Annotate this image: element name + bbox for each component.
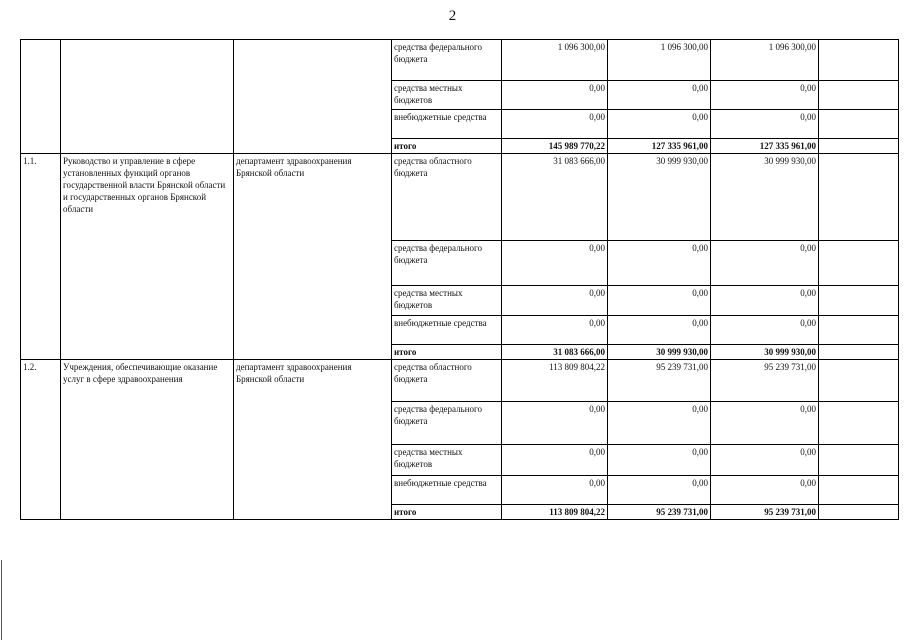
value-cell: 1 096 300,00 xyxy=(502,40,608,81)
value-cell: 0,00 xyxy=(502,476,608,505)
number-cell: 1.2. xyxy=(21,360,61,520)
table-row xyxy=(21,40,899,81)
number-cell: 1.1. xyxy=(21,154,61,360)
extra-cell xyxy=(819,402,899,445)
value-cell: 0,00 xyxy=(711,402,819,445)
value-cell: 0,00 xyxy=(711,316,819,345)
source-cell: средства областного бюджета xyxy=(392,360,502,402)
value-cell: 0,00 xyxy=(711,445,819,476)
source-cell: итого xyxy=(392,505,502,520)
value-cell: 0,00 xyxy=(502,81,608,110)
value-cell: 0,00 xyxy=(711,286,819,316)
extra-cell xyxy=(819,139,899,154)
value-cell: 0,00 xyxy=(502,316,608,345)
value-cell: 30 999 930,00 xyxy=(711,154,819,241)
extra-cell xyxy=(819,316,899,345)
value-cell: 113 809 804,22 xyxy=(502,505,608,520)
extra-cell xyxy=(819,360,899,402)
value-cell: 0,00 xyxy=(608,402,711,445)
extra-cell xyxy=(819,81,899,110)
table-row xyxy=(21,154,899,241)
value-cell: 113 809 804,22 xyxy=(502,360,608,402)
value-cell: 0,00 xyxy=(502,110,608,139)
extra-cell xyxy=(819,286,899,316)
name-cell xyxy=(61,40,234,154)
value-cell: 95 239 731,00 xyxy=(711,360,819,402)
extra-cell xyxy=(819,445,899,476)
value-cell: 0,00 xyxy=(711,110,819,139)
extra-cell xyxy=(819,110,899,139)
value-cell: 0,00 xyxy=(502,445,608,476)
value-cell: 0,00 xyxy=(711,81,819,110)
name-cell: Учреждения, обеспечивающие оказание услуг в сфере здравоохранения xyxy=(61,360,234,520)
extra-cell xyxy=(819,241,899,286)
value-cell: 145 989 770,22 xyxy=(502,139,608,154)
value-cell: 127 335 961,00 xyxy=(711,139,819,154)
source-cell: внебюджетные средства xyxy=(392,316,502,345)
executor-cell: департамент здравоохранения Брянской области xyxy=(234,154,392,360)
extra-cell xyxy=(819,154,899,241)
number-cell xyxy=(21,40,61,154)
value-cell: 0,00 xyxy=(608,241,711,286)
source-cell: итого xyxy=(392,345,502,360)
value-cell: 30 999 930,00 xyxy=(608,345,711,360)
value-cell: 0,00 xyxy=(608,445,711,476)
source-cell: средства местных бюджетов xyxy=(392,81,502,110)
source-cell: средства местных бюджетов xyxy=(392,286,502,316)
value-cell: 0,00 xyxy=(608,476,711,505)
source-cell: итого xyxy=(392,139,502,154)
value-cell: 0,00 xyxy=(502,402,608,445)
value-cell: 0,00 xyxy=(608,286,711,316)
value-cell: 1 096 300,00 xyxy=(608,40,711,81)
extra-cell xyxy=(819,40,899,81)
value-cell: 31 083 666,00 xyxy=(502,154,608,241)
value-cell: 95 239 731,00 xyxy=(608,505,711,520)
value-cell: 95 239 731,00 xyxy=(711,505,819,520)
source-cell: внебюджетные средства xyxy=(392,110,502,139)
value-cell: 0,00 xyxy=(711,476,819,505)
source-cell: средства местных бюджетов xyxy=(392,445,502,476)
value-cell: 30 999 930,00 xyxy=(711,345,819,360)
extra-cell xyxy=(819,505,899,520)
source-cell: средства федерального бюджета xyxy=(392,402,502,445)
source-cell: средства федерального бюджета xyxy=(392,40,502,81)
value-cell: 0,00 xyxy=(608,316,711,345)
value-cell: 127 335 961,00 xyxy=(608,139,711,154)
executor-cell xyxy=(234,40,392,154)
source-cell: средства федерального бюджета xyxy=(392,241,502,286)
table-row xyxy=(21,360,899,402)
executor-cell: департамент здравоохранения Брянской области xyxy=(234,360,392,520)
value-cell: 95 239 731,00 xyxy=(608,360,711,402)
value-cell: 0,00 xyxy=(608,110,711,139)
margin-rule xyxy=(1,560,2,640)
value-cell: 0,00 xyxy=(502,286,608,316)
extra-cell xyxy=(819,345,899,360)
value-cell: 1 096 300,00 xyxy=(711,40,819,81)
value-cell: 31 083 666,00 xyxy=(502,345,608,360)
value-cell: 0,00 xyxy=(502,241,608,286)
source-cell: средства областного бюджета xyxy=(392,154,502,241)
extra-cell xyxy=(819,476,899,505)
source-cell: внебюджетные средства xyxy=(392,476,502,505)
value-cell: 0,00 xyxy=(608,81,711,110)
budget-table xyxy=(20,39,899,520)
value-cell: 30 999 930,00 xyxy=(608,154,711,241)
page-number: 2 xyxy=(448,8,457,24)
value-cell: 0,00 xyxy=(711,241,819,286)
name-cell: Руководство и управление в сфере установленных функций органов государственной власти Брянской области и государственных органов Брянской области xyxy=(61,154,234,360)
